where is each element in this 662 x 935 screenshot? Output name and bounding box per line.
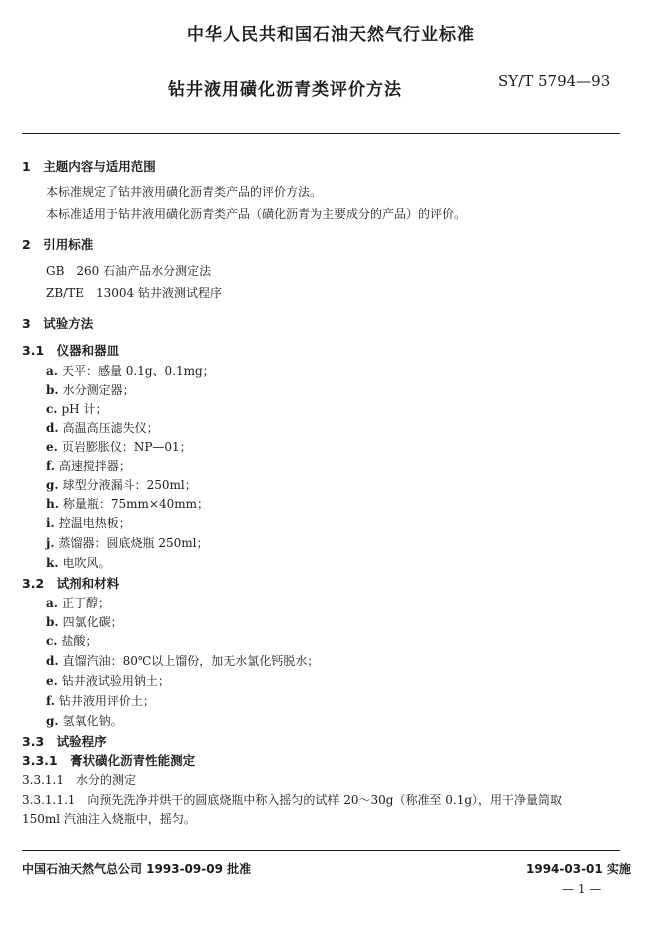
list-item	[46, 362, 215, 379]
section-1-paragraph-2: 本标准适用于钻井液用磺化沥青类产品（磺化沥青为主要成分的产品）的评价。	[46, 207, 467, 221]
footer-divider	[22, 850, 620, 851]
list-item	[46, 400, 107, 417]
section-3-3-heading: 3.3 试验程序	[22, 734, 107, 749]
list-item-text: 称量瓶：75mm×40mm；	[62, 497, 210, 511]
reference-item: ZB/TE 13004 钻井液测试程序	[46, 286, 222, 300]
list-item-text: 水分测定器；	[62, 383, 135, 397]
list-item	[46, 672, 170, 689]
list-item-letter: a.	[46, 364, 58, 378]
list-item	[46, 419, 159, 436]
list-item	[46, 457, 131, 474]
reference-item: GB 260 石油产品水分测定法	[46, 264, 212, 278]
list-item-letter: e.	[46, 440, 58, 454]
section-3-3-1-heading: 3.3.1 膏状磺化沥青性能测定	[22, 753, 196, 768]
list-item-text: 钻井液试验用钠土；	[61, 674, 170, 688]
list-item-text: 蒸馏器：圆底烧瓶 250ml；	[58, 536, 209, 550]
list-item-letter: i.	[46, 516, 55, 530]
list-item-text: 页岩膨胀仪：NP—01；	[61, 440, 192, 454]
list-item-letter: d.	[46, 421, 59, 435]
list-item-text: 高温高压滤失仪；	[62, 421, 159, 435]
list-item	[46, 495, 209, 512]
clause-3-3-1-1-1-line-1: 3.3.1.1.1 向预先洗净并烘干的圆底烧瓶中称入摇匀的试样 20～30g（称准至 0.1g），用干净量筒取	[22, 793, 563, 807]
list-item	[46, 438, 192, 455]
document-title: 钻井液用磺化沥青类评价方法	[168, 80, 402, 100]
list-item-text: pH 计；	[61, 402, 108, 416]
list-item-text: 电吹风。	[62, 556, 111, 570]
standard-code: SY/T 5794—93	[498, 72, 611, 90]
list-item-letter: e.	[46, 674, 58, 688]
section-3-heading: 3 试验方法	[22, 316, 94, 331]
section-1-paragraph-1: 本标准规定了钻井液用磺化沥青类产品的评价方法。	[46, 185, 323, 199]
list-item	[46, 554, 111, 571]
list-item-letter: g.	[46, 478, 59, 492]
list-item	[46, 534, 208, 551]
list-item-letter: f.	[46, 459, 55, 473]
section-1-heading: 1 主题内容与适用范围	[22, 159, 156, 174]
list-item-letter: a.	[46, 596, 58, 610]
list-item	[46, 514, 131, 531]
list-item-text: 四氯化碳；	[62, 615, 123, 629]
list-item-letter: c.	[46, 634, 58, 648]
list-item-letter: j.	[46, 536, 55, 550]
list-item	[46, 652, 319, 669]
list-item-letter: k.	[46, 556, 59, 570]
clause-3-3-1-1-1-line-2: 150ml 汽油注入烧瓶中，摇匀。	[22, 812, 196, 826]
list-item-letter: h.	[46, 497, 59, 511]
approval-statement: 中国石油天然气总公司 1993-09-09 批准	[22, 862, 252, 876]
section-3-2-heading: 3.2 试剂和材料	[22, 576, 120, 591]
list-item-text: 高速搅拌器；	[58, 459, 131, 473]
list-item-letter: f.	[46, 694, 55, 708]
list-item-letter: g.	[46, 714, 59, 728]
list-item-text: 盐酸；	[61, 634, 98, 648]
list-item-text: 直馏汽油：80℃以上馏份，加无水氯化钙脱水；	[62, 654, 320, 668]
effective-date: 1994-03-01 实施	[526, 862, 631, 876]
list-item	[46, 476, 197, 493]
list-item-letter: b.	[46, 615, 59, 629]
list-item-letter: d.	[46, 654, 59, 668]
list-item-letter: b.	[46, 383, 59, 397]
section-3-1-heading: 3.1 仪器和器皿	[22, 343, 120, 358]
list-item	[46, 381, 135, 398]
issuing-organization: 中华人民共和国石油天然气行业标准	[187, 25, 475, 45]
page-number: — 1 —	[562, 882, 602, 896]
list-item	[46, 594, 110, 611]
header-divider	[22, 133, 620, 134]
list-item-text: 钻井液用评价土；	[58, 694, 155, 708]
list-item	[46, 712, 123, 729]
list-item-text: 控温电热板；	[58, 516, 131, 530]
section-3-3-1-1-heading: 3.3.1.1 水分的测定	[22, 773, 136, 787]
section-2-heading: 2 引用标准	[22, 237, 94, 252]
list-item-text: 天平：感量 0.1g、0.1mg；	[61, 364, 215, 378]
list-item	[46, 613, 123, 630]
list-item-letter: c.	[46, 402, 58, 416]
list-item-text: 氢氧化钠。	[62, 714, 123, 728]
list-item	[46, 692, 155, 709]
list-item-text: 球型分液漏斗：250ml；	[62, 478, 197, 492]
list-item-text: 正丁醇；	[61, 596, 110, 610]
list-item	[46, 632, 98, 649]
